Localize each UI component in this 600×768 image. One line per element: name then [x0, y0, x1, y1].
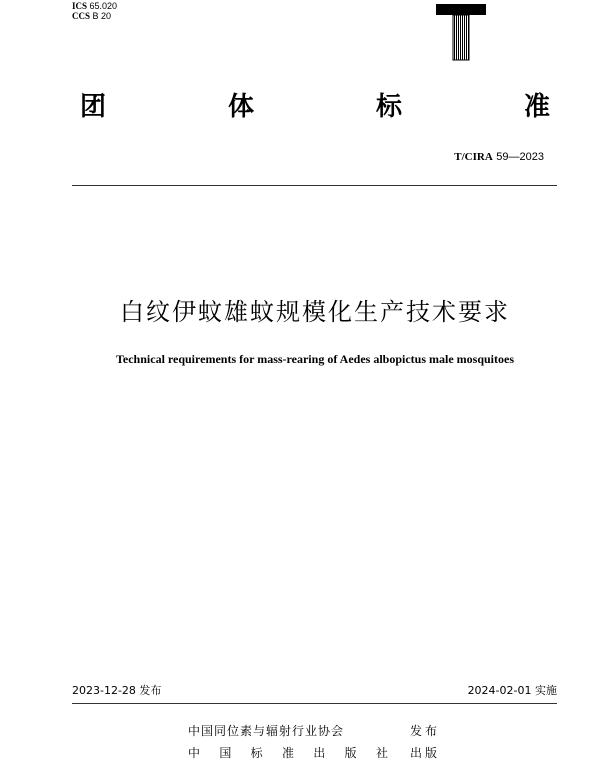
ccs-code: B 20	[92, 11, 112, 21]
press-action: 出版	[410, 746, 441, 760]
standard-type-char-1: 团	[80, 92, 107, 122]
standard-type-char-4: 准	[523, 92, 550, 122]
standard-type-heading	[80, 90, 550, 124]
ccs-line	[72, 11, 117, 21]
title-chinese: 白纹伊蚊雄蚊规模化生产技术要求	[120, 298, 510, 326]
issuer-name: 中国同位素与辐射行业协会	[188, 724, 345, 738]
t-standard-logo	[436, 2, 486, 62]
standard-number-value: 59—2023	[496, 151, 544, 163]
standard-type-char-2: 体	[227, 92, 254, 122]
ics-code: 65.020	[89, 1, 118, 11]
classification-codes	[72, 1, 117, 21]
standard-number	[300, 150, 544, 164]
ics-label: ICS	[72, 1, 88, 11]
ccs-label: CCS	[72, 11, 91, 21]
bottom-divider	[72, 703, 557, 704]
implementation-date: 2024-02-01 实施	[467, 684, 557, 697]
top-divider	[72, 185, 557, 186]
issuer-action: 发布	[410, 724, 441, 738]
standard-number-prefix: T/CIRA	[454, 151, 493, 163]
issue-date: 2023-12-28 发布	[72, 684, 162, 697]
title-english: Technical requirements for mass-rearing of Aedes albopictus male mosquitoes	[116, 352, 514, 366]
ics-line	[72, 1, 117, 11]
standard-type-char-3: 标	[375, 92, 402, 122]
press-name: 中 国 标 准 出 版 社	[188, 746, 388, 760]
